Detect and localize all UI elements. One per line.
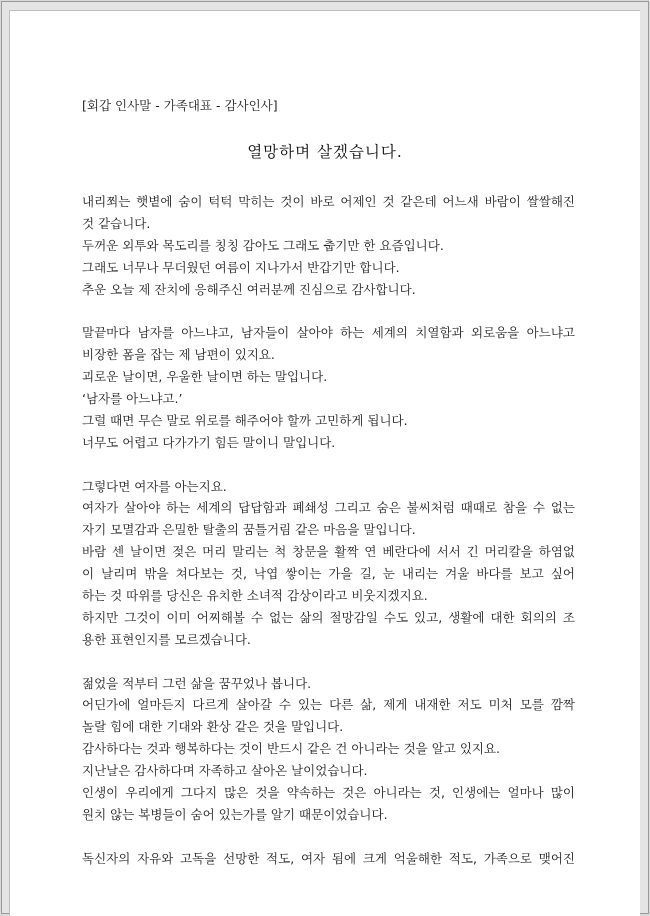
text-line: 바람 센 날이면 젖은 머리 말리는 척 창문을 활짝 연 베란다에 서서 긴 머리칼을 하염없 bbox=[82, 544, 575, 560]
document-title: 열망하며 살겠습니다. bbox=[247, 143, 403, 161]
text-line: 지난날은 감사하다며 자족하고 살아온 날이었습니다. bbox=[82, 763, 368, 779]
text-line: 두꺼운 외투와 목도리를 칭칭 감아도 그래도 춥기만 한 요즘입니다. bbox=[82, 237, 444, 253]
document-header: [회갑 인사말 - 가족대표 - 감사인사] bbox=[82, 98, 278, 113]
text-line: 놀랄 힘에 대한 기대와 환상 같은 것을 말입니다. bbox=[82, 719, 344, 735]
text-line: 너무도 어렵고 다가가기 힘든 말이니 말입니다. bbox=[82, 434, 336, 450]
text-line: ‘남자를 아느냐고.’ bbox=[82, 391, 183, 407]
text-line: 하는 것 따위를 당신은 유치한 소녀적 감상이라고 비웃지겠지요. bbox=[82, 588, 428, 604]
paragraph-gap bbox=[82, 826, 575, 848]
text-line: 자기 모멸감과 은밀한 탈출의 꿈틀거림 같은 마음을 말입니다. bbox=[82, 522, 416, 538]
text-line: 용한 표현인지를 모르겠습니다. bbox=[82, 631, 251, 647]
text-line: 감사하다는 것과 행복하다는 것이 반드시 같은 건 아니라는 것을 알고 있지요. bbox=[82, 741, 501, 757]
text-line: 인생이 우리에게 그다지 많은 것을 약속하는 것은 아니라는 것, 인생에는 얼마나 많이 bbox=[82, 785, 575, 801]
page-frame bbox=[1, 1, 649, 914]
text-line: 여자가 살아야 하는 세계의 답답함과 폐쇄성 그리고 숨은 불씨처럼 때때로 참을 수 없는 bbox=[82, 500, 575, 516]
text-line: 비장한 폼을 잡는 제 남편이 있지요. bbox=[82, 347, 275, 363]
text-line: 젊었을 적부터 그런 삶을 꿈꾸었나 봅니다. bbox=[82, 675, 312, 691]
text-line: 이 날리며 밖을 쳐다보는 것, 낙엽 쌓이는 가을 길, 눈 내리는 겨울 바다를 보고 싶어 bbox=[82, 566, 575, 582]
text-line: 독신자의 자유와 고독을 선망한 적도, 여자 됨에 크게 억울해한 적도, 가족으로 맺어진 bbox=[82, 850, 575, 866]
paragraph-gap bbox=[82, 300, 575, 322]
text-line: 어딘가에 얼마든지 다르게 살아갈 수 있는 다른 삶, 제게 내재한 저도 미처 모를 깜짝 bbox=[82, 697, 575, 713]
paragraph bbox=[82, 673, 575, 826]
document-page bbox=[9, 10, 640, 916]
document-body bbox=[82, 191, 575, 870]
paragraph bbox=[82, 322, 575, 453]
paragraph bbox=[82, 848, 575, 870]
text-line: 괴로운 날이면, 우울한 날이면 하는 말입니다. bbox=[82, 369, 328, 385]
text-line: 추운 오늘 제 잔치에 응해주신 여러분께 진심으로 감사합니다. bbox=[82, 281, 416, 297]
paragraph bbox=[82, 476, 575, 651]
text-line: 것 같습니다. bbox=[82, 215, 151, 231]
text-line: 내리쬐는 햇볕에 숨이 턱턱 막히는 것이 바로 어제인 것 같은데 어느새 바람이 쌀쌀해진 bbox=[82, 194, 575, 209]
text-line: 그래도 너무나 무더웠던 여름이 지나가서 반갑기만 합니다. bbox=[82, 259, 400, 275]
text-line: 그럴 때면 무슨 말로 위로를 해주어야 할까 고민하게 됩니다. bbox=[82, 412, 408, 428]
paragraph-gap bbox=[82, 651, 575, 673]
text-line: 하지만 그것이 이미 어찌해볼 수 없는 삶의 절망감일 수도 있고, 생활에 대한 회의의 조 bbox=[82, 609, 575, 625]
text-line: 그렇다면 여자를 아는지요. bbox=[82, 478, 227, 494]
text-line: 말끝마다 남자를 아느냐고, 남자들이 살아야 하는 세계의 치열함과 외로움을 아느냐고 bbox=[82, 325, 575, 341]
paragraph-gap bbox=[82, 454, 575, 476]
text-line: 원치 않는 복병들이 숨어 있는가를 알기 때문이었습니다. bbox=[82, 806, 388, 822]
paragraph bbox=[82, 191, 575, 300]
